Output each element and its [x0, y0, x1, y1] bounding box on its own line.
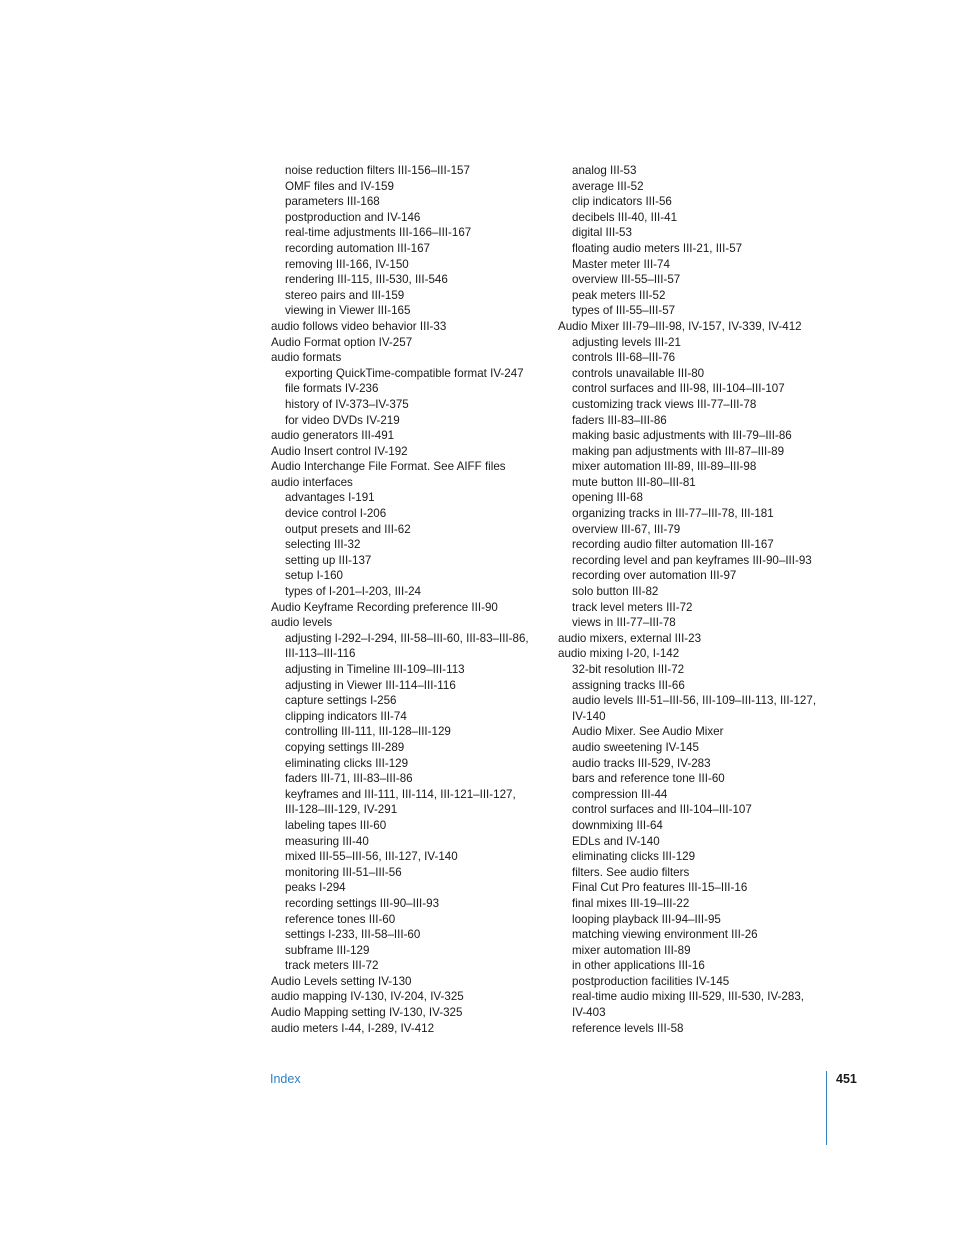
index-subentry: adjusting levels III-21 — [572, 335, 681, 349]
index-subentry: IV-140 — [572, 709, 606, 723]
footer-divider — [826, 1071, 827, 1145]
index-entry: audio generators III-491 — [271, 429, 395, 443]
index-entry: Audio Keyframe Recording preference III-90 — [271, 600, 498, 614]
index-subentry: advantages I-191 — [285, 491, 375, 505]
index-subentry: mixed III-55–III-56, III-127, IV-140 — [285, 850, 458, 864]
index-subentry: analog III-53 — [572, 164, 637, 177]
index-subentry: digital III-53 — [572, 226, 632, 240]
index-entry: Audio Mapping setting IV-130, IV-325 — [271, 1006, 463, 1020]
index-subentry: Master meter III-74 — [572, 257, 670, 271]
index-subentry: types of I-201–I-203, III-24 — [285, 585, 421, 599]
index-subentry: postproduction and IV-146 — [285, 210, 421, 224]
index-subentry: opening III-68 — [572, 491, 643, 505]
index-subentry: eliminating clicks III-129 — [572, 850, 696, 864]
footer-section-label: Index — [270, 1072, 301, 1086]
index-subentry: output presets and III-62 — [285, 522, 411, 536]
index-subentry: floating audio meters III-21, III-57 — [572, 241, 743, 255]
index-subentry: eliminating clicks III-129 — [285, 756, 409, 770]
index-subentry: track meters III-72 — [285, 959, 379, 973]
index-subentry: EDLs and IV-140 — [572, 834, 660, 848]
index-subentry: overview III-67, III-79 — [572, 522, 681, 536]
index-subentry: labeling tapes III-60 — [285, 818, 387, 832]
index-subentry: mixer automation III-89 — [572, 943, 691, 957]
index-subentry: setup I-160 — [285, 569, 344, 583]
index-subentry: audio levels III-51–III-56, III-109–III-113, III-127, — [572, 694, 817, 708]
index-subentry: Audio Mixer. See Audio Mixer — [572, 725, 724, 739]
index-subentry: IV-403 — [572, 1006, 606, 1020]
index-subentry: downmixing III-64 — [572, 818, 663, 832]
index-subentry: removing III-166, IV-150 — [285, 257, 409, 271]
index-subentry: reference levels III-58 — [572, 1021, 684, 1035]
index-subentry: recording settings III-90–III-93 — [285, 896, 440, 910]
index-entry: Audio Format option IV-257 — [271, 335, 413, 349]
index-subentry: for video DVDs IV-219 — [285, 413, 400, 427]
page-number: 451 — [836, 1072, 857, 1086]
index-subentry: clip indicators III-56 — [572, 195, 672, 209]
index-subentry: subframe III-129 — [285, 943, 370, 957]
index-subentry: adjusting in Timeline III-109–III-113 — [285, 663, 465, 676]
index-subentry: selecting III-32 — [285, 538, 361, 552]
index-subentry: noise reduction filters III-156–III-157 — [285, 164, 470, 177]
index-subentry: III-113–III-116 — [285, 647, 356, 661]
index-subentry: parameters III-168 — [285, 195, 380, 209]
index-subentry: setting up III-137 — [285, 553, 372, 567]
index-subentry: rendering III-115, III-530, III-546 — [285, 273, 448, 287]
index-subentry: peak meters III-52 — [572, 288, 666, 302]
index-subentry: making basic adjustments with III-79–III-86 — [572, 429, 792, 443]
index-subentry: settings I-233, III-58–III-60 — [285, 928, 421, 942]
index-subentry: measuring III-40 — [285, 834, 369, 848]
index-subentry: recording level and pan keyframes III-90–III-93 — [572, 553, 812, 567]
index-subentry: viewing in Viewer III-165 — [285, 304, 411, 318]
index-subentry: mixer automation III-89, III-89–III-98 — [572, 460, 757, 474]
index-subentry: recording automation III-167 — [285, 241, 431, 255]
index-subentry: clipping indicators III-74 — [285, 709, 407, 723]
index-subentry: in other applications III-16 — [572, 959, 705, 973]
index-subentry: 32-bit resolution III-72 — [572, 663, 685, 676]
index-subentry: stereo pairs and III-159 — [285, 288, 405, 302]
index-subentry: audio sweetening IV-145 — [572, 740, 699, 754]
index-subentry: postproduction facilities IV-145 — [572, 974, 730, 988]
index-subentry: controls III-68–III-76 — [572, 351, 676, 365]
index-subentry: III-128–III-129, IV-291 — [285, 803, 398, 817]
index-entry: Audio Interchange File Format. See AIFF files — [271, 460, 506, 474]
index-subentry: controls unavailable III-80 — [572, 366, 705, 380]
index-subentry: capture settings I-256 — [285, 694, 397, 708]
index-subentry: keyframes and III-111, III-114, III-121–III-127, — [285, 787, 516, 801]
index-subentry: peaks I-294 — [285, 881, 346, 895]
index-subentry: types of III-55–III-57 — [572, 304, 676, 318]
index-subentry: file formats IV-236 — [285, 382, 379, 396]
index-subentry: solo button III-82 — [572, 585, 659, 599]
index-subentry: history of IV-373–IV-375 — [285, 397, 409, 411]
index-entry: audio follows video behavior III-33 — [271, 319, 447, 333]
index-subentry: filters. See audio filters — [572, 865, 690, 879]
index-subentry: recording over automation III-97 — [572, 569, 737, 583]
index-subentry: reference tones III-60 — [285, 912, 396, 926]
index-subentry: adjusting in Viewer III-114–III-116 — [285, 678, 456, 692]
index-subentry: assigning tracks III-66 — [572, 678, 685, 692]
index-subentry: monitoring III-51–III-56 — [285, 865, 402, 879]
index-subentry: overview III-55–III-57 — [572, 273, 681, 287]
index-subentry: Final Cut Pro features III-15–III-16 — [572, 881, 748, 895]
index-subentry: audio tracks III-529, IV-283 — [572, 756, 711, 770]
index-entry: Audio Mixer III-79–III-98, IV-157, IV-339, IV-412 — [558, 319, 802, 333]
index-subentry: customizing track views III-77–III-78 — [572, 397, 757, 411]
index-subentry: copying settings III-289 — [285, 740, 405, 754]
index-subentry: OMF files and IV-159 — [285, 179, 394, 193]
index-subentry: faders III-83–III-86 — [572, 413, 667, 427]
index-subentry: recording audio filter automation III-167 — [572, 538, 774, 552]
index-entry: audio mixing I-20, I-142 — [558, 647, 680, 661]
index-subentry: mute button III-80–III-81 — [572, 475, 696, 489]
index-subentry: views in III-77–III-78 — [572, 616, 676, 630]
index-subentry: control surfaces and III-104–III-107 — [572, 803, 752, 817]
index-subentry: real-time adjustments III-166–III-167 — [285, 226, 472, 240]
index-subentry: real-time audio mixing III-529, III-530, IV-283, — [572, 990, 804, 1004]
index-subentry: matching viewing environment III-26 — [572, 928, 758, 942]
index-subentry: bars and reference tone III-60 — [572, 772, 725, 786]
index-subentry: adjusting I-292–I-294, III-58–III-60, III-83–III-86, — [285, 631, 529, 645]
index-subentry: faders III-71, III-83–III-86 — [285, 772, 413, 786]
index-entry: audio meters I-44, I-289, IV-412 — [271, 1021, 435, 1035]
index-subentry: compression III-44 — [572, 787, 668, 801]
index-entry: audio mixers, external III-23 — [558, 631, 702, 645]
index-entry: Audio Insert control IV-192 — [271, 444, 408, 458]
index-subentry: device control I-206 — [285, 507, 387, 521]
index-entry: audio levels — [271, 616, 333, 630]
index-subentry: track level meters III-72 — [572, 600, 693, 614]
index-subentry: decibels III-40, III-41 — [572, 210, 678, 224]
index-subentry: average III-52 — [572, 179, 644, 193]
index-subentry: control surfaces and III-98, III-104–III-107 — [572, 382, 785, 396]
index-entry: audio mapping IV-130, IV-204, IV-325 — [271, 990, 464, 1004]
index-subentry: final mixes III-19–III-22 — [572, 896, 690, 910]
index-entry: Audio Levels setting IV-130 — [271, 974, 412, 988]
index-subentry: exporting QuickTime-compatible format IV-247 — [285, 366, 524, 380]
index-column-right — [558, 163, 823, 1036]
index-subentry: controlling III-111, III-128–III-129 — [285, 725, 451, 739]
index-subentry: looping playback III-94–III-95 — [572, 912, 721, 926]
index-subentry: making pan adjustments with III-87–III-89 — [572, 444, 785, 458]
index-entry: audio formats — [271, 351, 342, 365]
index-subentry: organizing tracks in III-77–III-78, III-181 — [572, 507, 774, 521]
index-entry: audio interfaces — [271, 475, 353, 489]
index-column-left — [271, 163, 546, 1036]
